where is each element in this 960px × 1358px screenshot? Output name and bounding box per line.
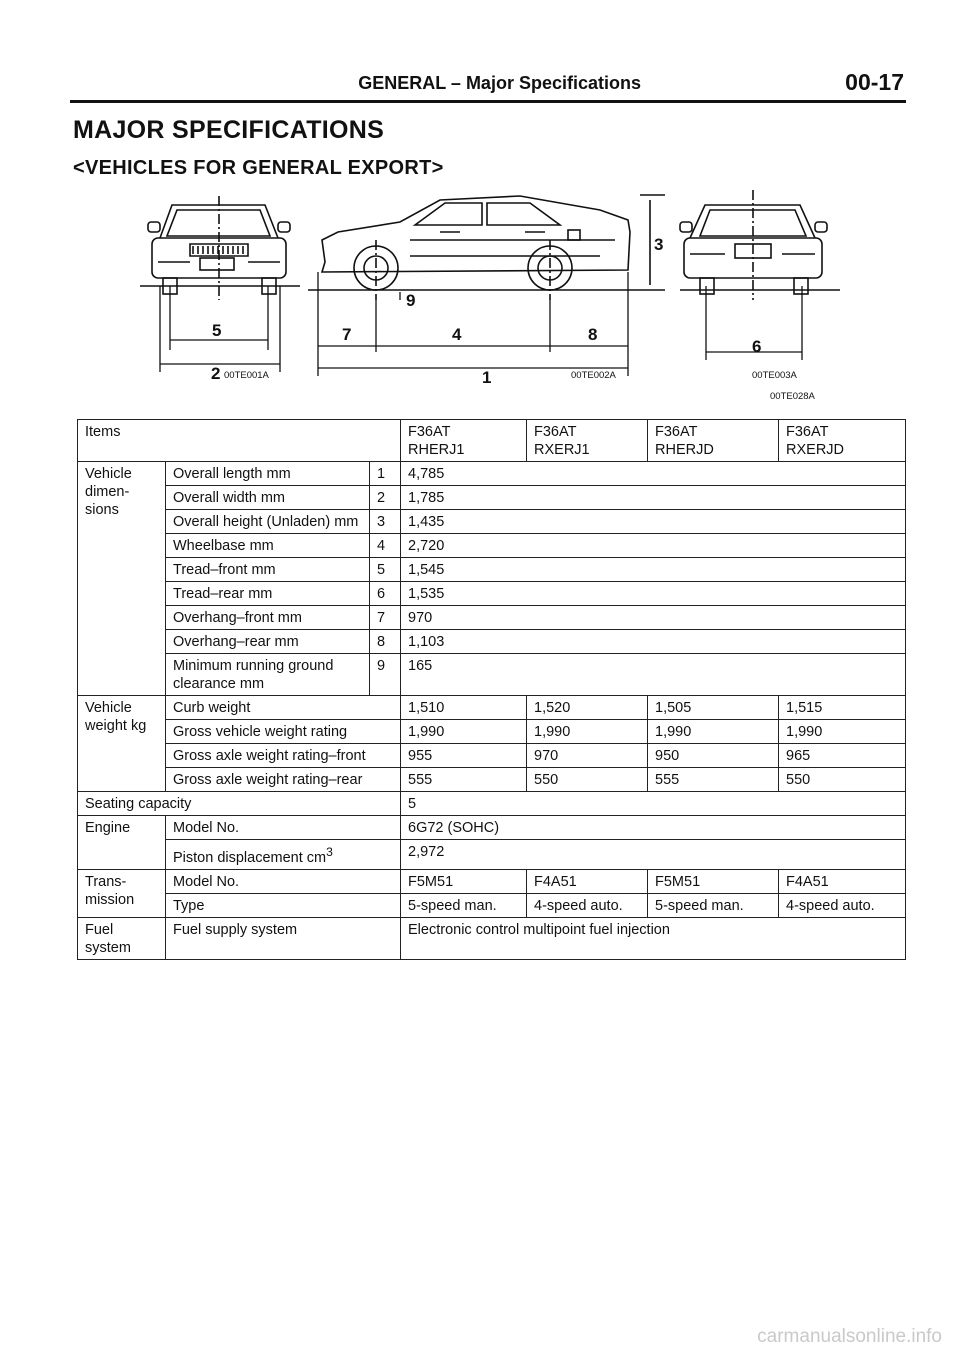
dim-label-2: 2 <box>211 364 221 383</box>
page-title: MAJOR SPECIFICATIONS <box>73 116 385 144</box>
item-value: 1,990 <box>401 720 527 744</box>
table-row <box>78 768 906 792</box>
item-label: Wheelbase mm <box>166 534 370 558</box>
page-number: 00-17 <box>845 69 904 95</box>
item-value: 6G72 (SOHC) <box>401 816 906 840</box>
dimension-number: 4 <box>370 534 401 558</box>
item-value: 950 <box>648 744 779 768</box>
front-view-drawing <box>140 196 300 300</box>
dimension-number: 6 <box>370 582 401 606</box>
table-row <box>78 840 906 870</box>
item-value: 1,515 <box>779 696 906 720</box>
dim-label-7: 7 <box>342 325 352 344</box>
dim-label-6: 6 <box>752 337 762 356</box>
header-model: F36AT RHERJ1 <box>401 420 527 462</box>
item-label: Curb weight <box>166 696 401 720</box>
group-fuel-system: Fuel system <box>78 917 166 959</box>
item-value: 5-speed man. <box>648 893 779 917</box>
header-model: F36AT RXERJ1 <box>527 420 648 462</box>
side-view-drawing <box>308 195 665 300</box>
dimension-number: 2 <box>370 486 401 510</box>
item-value: 555 <box>401 768 527 792</box>
item-value: 1,535 <box>401 582 906 606</box>
vehicle-dimension-figure <box>0 188 960 408</box>
table-row <box>78 893 906 917</box>
item-label: Minimum running ground clearance mm <box>166 654 370 696</box>
side-view-code: 00TE002A <box>571 370 616 381</box>
item-value: 555 <box>648 768 779 792</box>
dim-label-9: 9 <box>406 291 416 310</box>
item-label: Seating capacity <box>78 792 401 816</box>
dim-label-5: 5 <box>212 321 222 340</box>
item-label: Fuel supply system <box>166 917 401 959</box>
dim-label-4: 4 <box>452 325 462 344</box>
item-label: Overhang–front mm <box>166 606 370 630</box>
item-value: 4-speed auto. <box>779 893 906 917</box>
table-row <box>78 510 906 534</box>
item-label: Overall height (Unladen) mm <box>166 510 370 534</box>
item-value: Electronic control multipoint fuel injection <box>401 917 906 959</box>
item-label: Overall width mm <box>166 486 370 510</box>
item-value: 2,972 <box>401 840 906 870</box>
item-value: 1,520 <box>527 696 648 720</box>
table-row <box>78 582 906 606</box>
item-value: 4,785 <box>401 462 906 486</box>
item-value: 2,720 <box>401 534 906 558</box>
figure-code: 00TE028A <box>770 391 815 402</box>
item-label: Piston displacement $cm^3$ <box>166 840 401 870</box>
table-row <box>78 816 906 840</box>
dim-label-3: 3 <box>654 235 664 254</box>
dimension-number: 1 <box>370 462 401 486</box>
table-row <box>78 696 906 720</box>
item-value: 970 <box>401 606 906 630</box>
group-engine: Engine <box>78 816 166 870</box>
item-label: Overall length mm <box>166 462 370 486</box>
table-row <box>78 606 906 630</box>
item-label: Type <box>166 893 401 917</box>
table-header-row <box>78 420 906 462</box>
dimension-number: 8 <box>370 630 401 654</box>
page-subtitle: <VEHICLES FOR GENERAL EXPORT> <box>73 157 444 179</box>
dim-label-1: 1 <box>482 368 492 387</box>
item-label: Gross vehicle weight rating <box>166 720 401 744</box>
group-transmission: Trans- mission <box>78 869 166 917</box>
table-row <box>78 720 906 744</box>
item-label: Tread–rear mm <box>166 582 370 606</box>
header-model: F36AT RHERJD <box>648 420 779 462</box>
item-label: Gross axle weight rating–rear <box>166 768 401 792</box>
table-row <box>78 869 906 893</box>
item-value: 550 <box>779 768 906 792</box>
item-value: 5-speed man. <box>401 893 527 917</box>
table-row <box>78 558 906 582</box>
item-value: 1,785 <box>401 486 906 510</box>
header-model: F36AT RXERJD <box>779 420 906 462</box>
item-value: F4A51 <box>779 869 906 893</box>
item-value: F5M51 <box>401 869 527 893</box>
specifications-table <box>77 419 906 960</box>
group-vehicle-weight: Vehicle weight kg <box>78 696 166 792</box>
table-row <box>78 917 906 959</box>
item-value: 1,505 <box>648 696 779 720</box>
item-value: 970 <box>527 744 648 768</box>
header-items: Items <box>78 420 401 462</box>
dimension-number: 3 <box>370 510 401 534</box>
table-row <box>78 792 906 816</box>
section-title: GENERAL – Major Specifications <box>358 73 641 93</box>
item-label: Overhang–rear mm <box>166 630 370 654</box>
dimension-number: 7 <box>370 606 401 630</box>
front-view-code: 00TE001A <box>224 370 269 381</box>
item-value: 965 <box>779 744 906 768</box>
watermark: carmanualsonline.info <box>757 1326 942 1347</box>
item-value: 1,545 <box>401 558 906 582</box>
unit-superscript: 3 <box>326 845 333 859</box>
table-row <box>78 462 906 486</box>
item-value: F4A51 <box>527 869 648 893</box>
rear-view-drawing <box>680 190 840 300</box>
item-label: Model No. <box>166 816 401 840</box>
dim-label-8: 8 <box>588 325 598 344</box>
item-value: 1,990 <box>527 720 648 744</box>
item-label: Model No. <box>166 869 401 893</box>
table-row <box>78 654 906 696</box>
item-value: 5 <box>401 792 906 816</box>
rear-view-code: 00TE003A <box>752 370 797 381</box>
item-value: 1,435 <box>401 510 906 534</box>
item-value: 165 <box>401 654 906 696</box>
item-label: Gross axle weight rating–front <box>166 744 401 768</box>
item-value: 1,990 <box>648 720 779 744</box>
table-row <box>78 534 906 558</box>
page-header <box>70 70 906 103</box>
item-value: 550 <box>527 768 648 792</box>
dimension-number: 5 <box>370 558 401 582</box>
table-row <box>78 630 906 654</box>
item-value: 1,990 <box>779 720 906 744</box>
item-value: F5M51 <box>648 869 779 893</box>
dimension-number: 9 <box>370 654 401 696</box>
item-label: Tread–front mm <box>166 558 370 582</box>
item-value: 1,510 <box>401 696 527 720</box>
table-row <box>78 486 906 510</box>
table-row <box>78 744 906 768</box>
item-value: 1,103 <box>401 630 906 654</box>
group-vehicle-dimensions: Vehicle dimen- sions <box>78 462 166 696</box>
item-value: 4-speed auto. <box>527 893 648 917</box>
item-value: 955 <box>401 744 527 768</box>
